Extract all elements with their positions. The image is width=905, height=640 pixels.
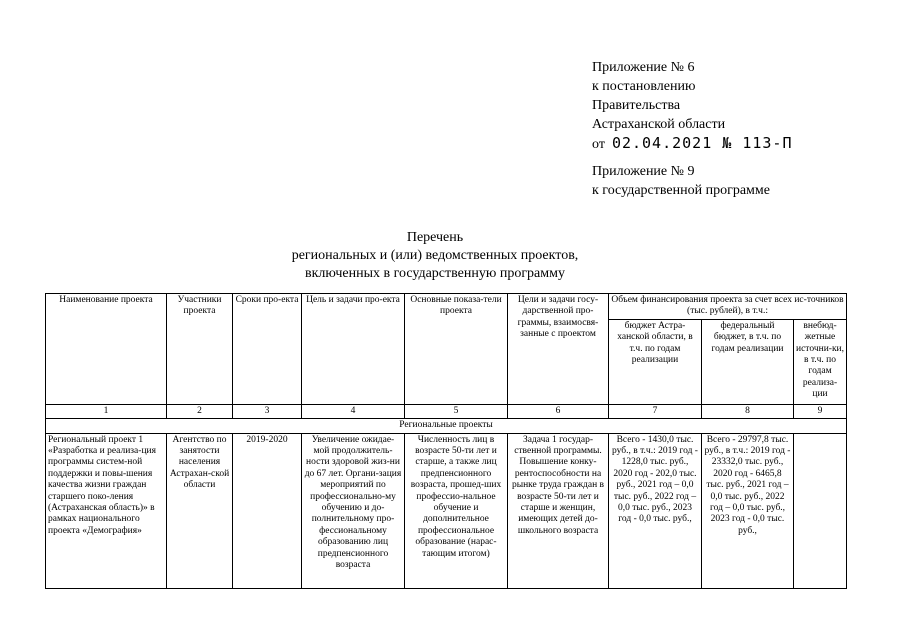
goals-cell: Увеличение ожидае-мой продолжитель-ности здоровой жиз-ни до 67 лет. Органи-зация мероприятий по профессионально-му обучению и до-полнительному про-фессиональному образованию лиц предпенсионного возраста — [302, 433, 405, 588]
header-extrabudget: внебюд-жетные источни-ки, в т.ч. по годам реализа-ции — [794, 319, 847, 404]
column-number: 5 — [405, 404, 508, 418]
column-number: 3 — [233, 404, 302, 418]
header-indicators: Основные показа-тели проекта — [405, 294, 508, 405]
section-row — [46, 419, 847, 433]
decree-line — [592, 134, 793, 154]
column-number: 9 — [794, 404, 847, 418]
column-number: 1 — [46, 404, 167, 418]
project-name-cell: Региональный проект 1 «Разработка и реализа-ция программы систем-ной поддержки и повы-шения качества жизни граждан старшего поко-ления (Астраханская область)» в рамках национального проекта «Демография» — [46, 433, 167, 588]
federal-budget-cell: Всего - 29797,8 тыс. руб., в т.ч.: 2019 год - 23332,0 тыс. руб., 2020 год - 6465,8 тыс. руб., 2021 год – 0,0 тыс. руб., 2022 год – 0,0 тыс. руб., 2023 год - 0,0 тыс. руб., — [702, 433, 794, 588]
table-row — [46, 433, 847, 588]
title-line-1: Перечень — [406, 230, 464, 245]
header-participants: Участники проекта — [167, 294, 233, 405]
appendix-6-block — [592, 58, 793, 154]
appendix-9-block — [592, 162, 770, 200]
participants-cell: Агентство по занятости населения Астрахан-ской области — [167, 433, 233, 588]
regional-budget-cell: Всего - 1430,0 тыс. руб., в т.ч.: 2019 год - 1228,0 тыс. руб., 2020 год - 202,0 тыс. руб., 2021 год – 0,0 тыс. руб., 2022 год – 0,0 тыс. руб., 2023 год - 0,0 тыс. руб., — [609, 433, 702, 588]
column-number: 6 — [508, 404, 609, 418]
terms-cell: 2019-2020 — [233, 433, 302, 588]
appendix-6-line3: Правительства — [592, 98, 681, 113]
header-financing: Объем финансирования проекта за счет всех ис-точников (тыс. рублей), в т.ч.: — [609, 294, 847, 320]
projects-table — [45, 293, 847, 589]
program-goals-cell: Задача 1 государ-ственной программы. Повышение конку-рентоспособности на рынке труда граждан в возрасте 50-ти лет и старше и женщин, имеющих детей до-школьного возраста — [508, 433, 609, 588]
appendix-9-line2: к государственной программе — [592, 183, 770, 198]
header-program-goals: Цели и задачи госу-дарственной про-граммы, взаимосвя-занные с проектом — [508, 294, 609, 405]
header-name: Наименование проекта — [46, 294, 167, 405]
column-numbers-row — [46, 404, 847, 418]
header-federal-budget: федеральный бюджет, в т.ч. по годам реализации — [702, 319, 794, 404]
header-goals: Цель и задачи про-екта — [302, 294, 405, 405]
column-number: 7 — [609, 404, 702, 418]
decree-date-number: 02.04.2021 № 113-П — [611, 134, 793, 152]
title-line-3: включенных в государственную программу — [305, 266, 565, 281]
appendix-6-title: Приложение № 6 — [592, 60, 695, 75]
header-terms: Сроки про-екта — [233, 294, 302, 405]
extrabudget-cell — [794, 433, 847, 588]
column-number: 4 — [302, 404, 405, 418]
header-row-1 — [46, 294, 847, 320]
from-label: от — [592, 137, 605, 152]
appendix-6-line2: к постановлению — [592, 79, 696, 94]
indicators-cell: Численность лиц в возрасте 50-ти лет и старше, а также лиц предпенсионного возраста, прошед-ших профессио-нальное обучение и дополнительное профессиональное образование (нарас-тающим итогом) — [405, 433, 508, 588]
appendix-6-line4: Астраханской области — [592, 117, 726, 132]
title-line-2: региональных и (или) ведомственных проектов, — [291, 248, 579, 263]
section-title: Региональные проекты — [46, 419, 847, 433]
column-number: 2 — [167, 404, 233, 418]
column-number: 8 — [702, 404, 794, 418]
document-title — [0, 229, 870, 283]
appendix-9-title: Приложение № 9 — [592, 164, 695, 179]
header-regional-budget: бюджет Астра-ханской области, в т.ч. по годам реализации — [609, 319, 702, 404]
